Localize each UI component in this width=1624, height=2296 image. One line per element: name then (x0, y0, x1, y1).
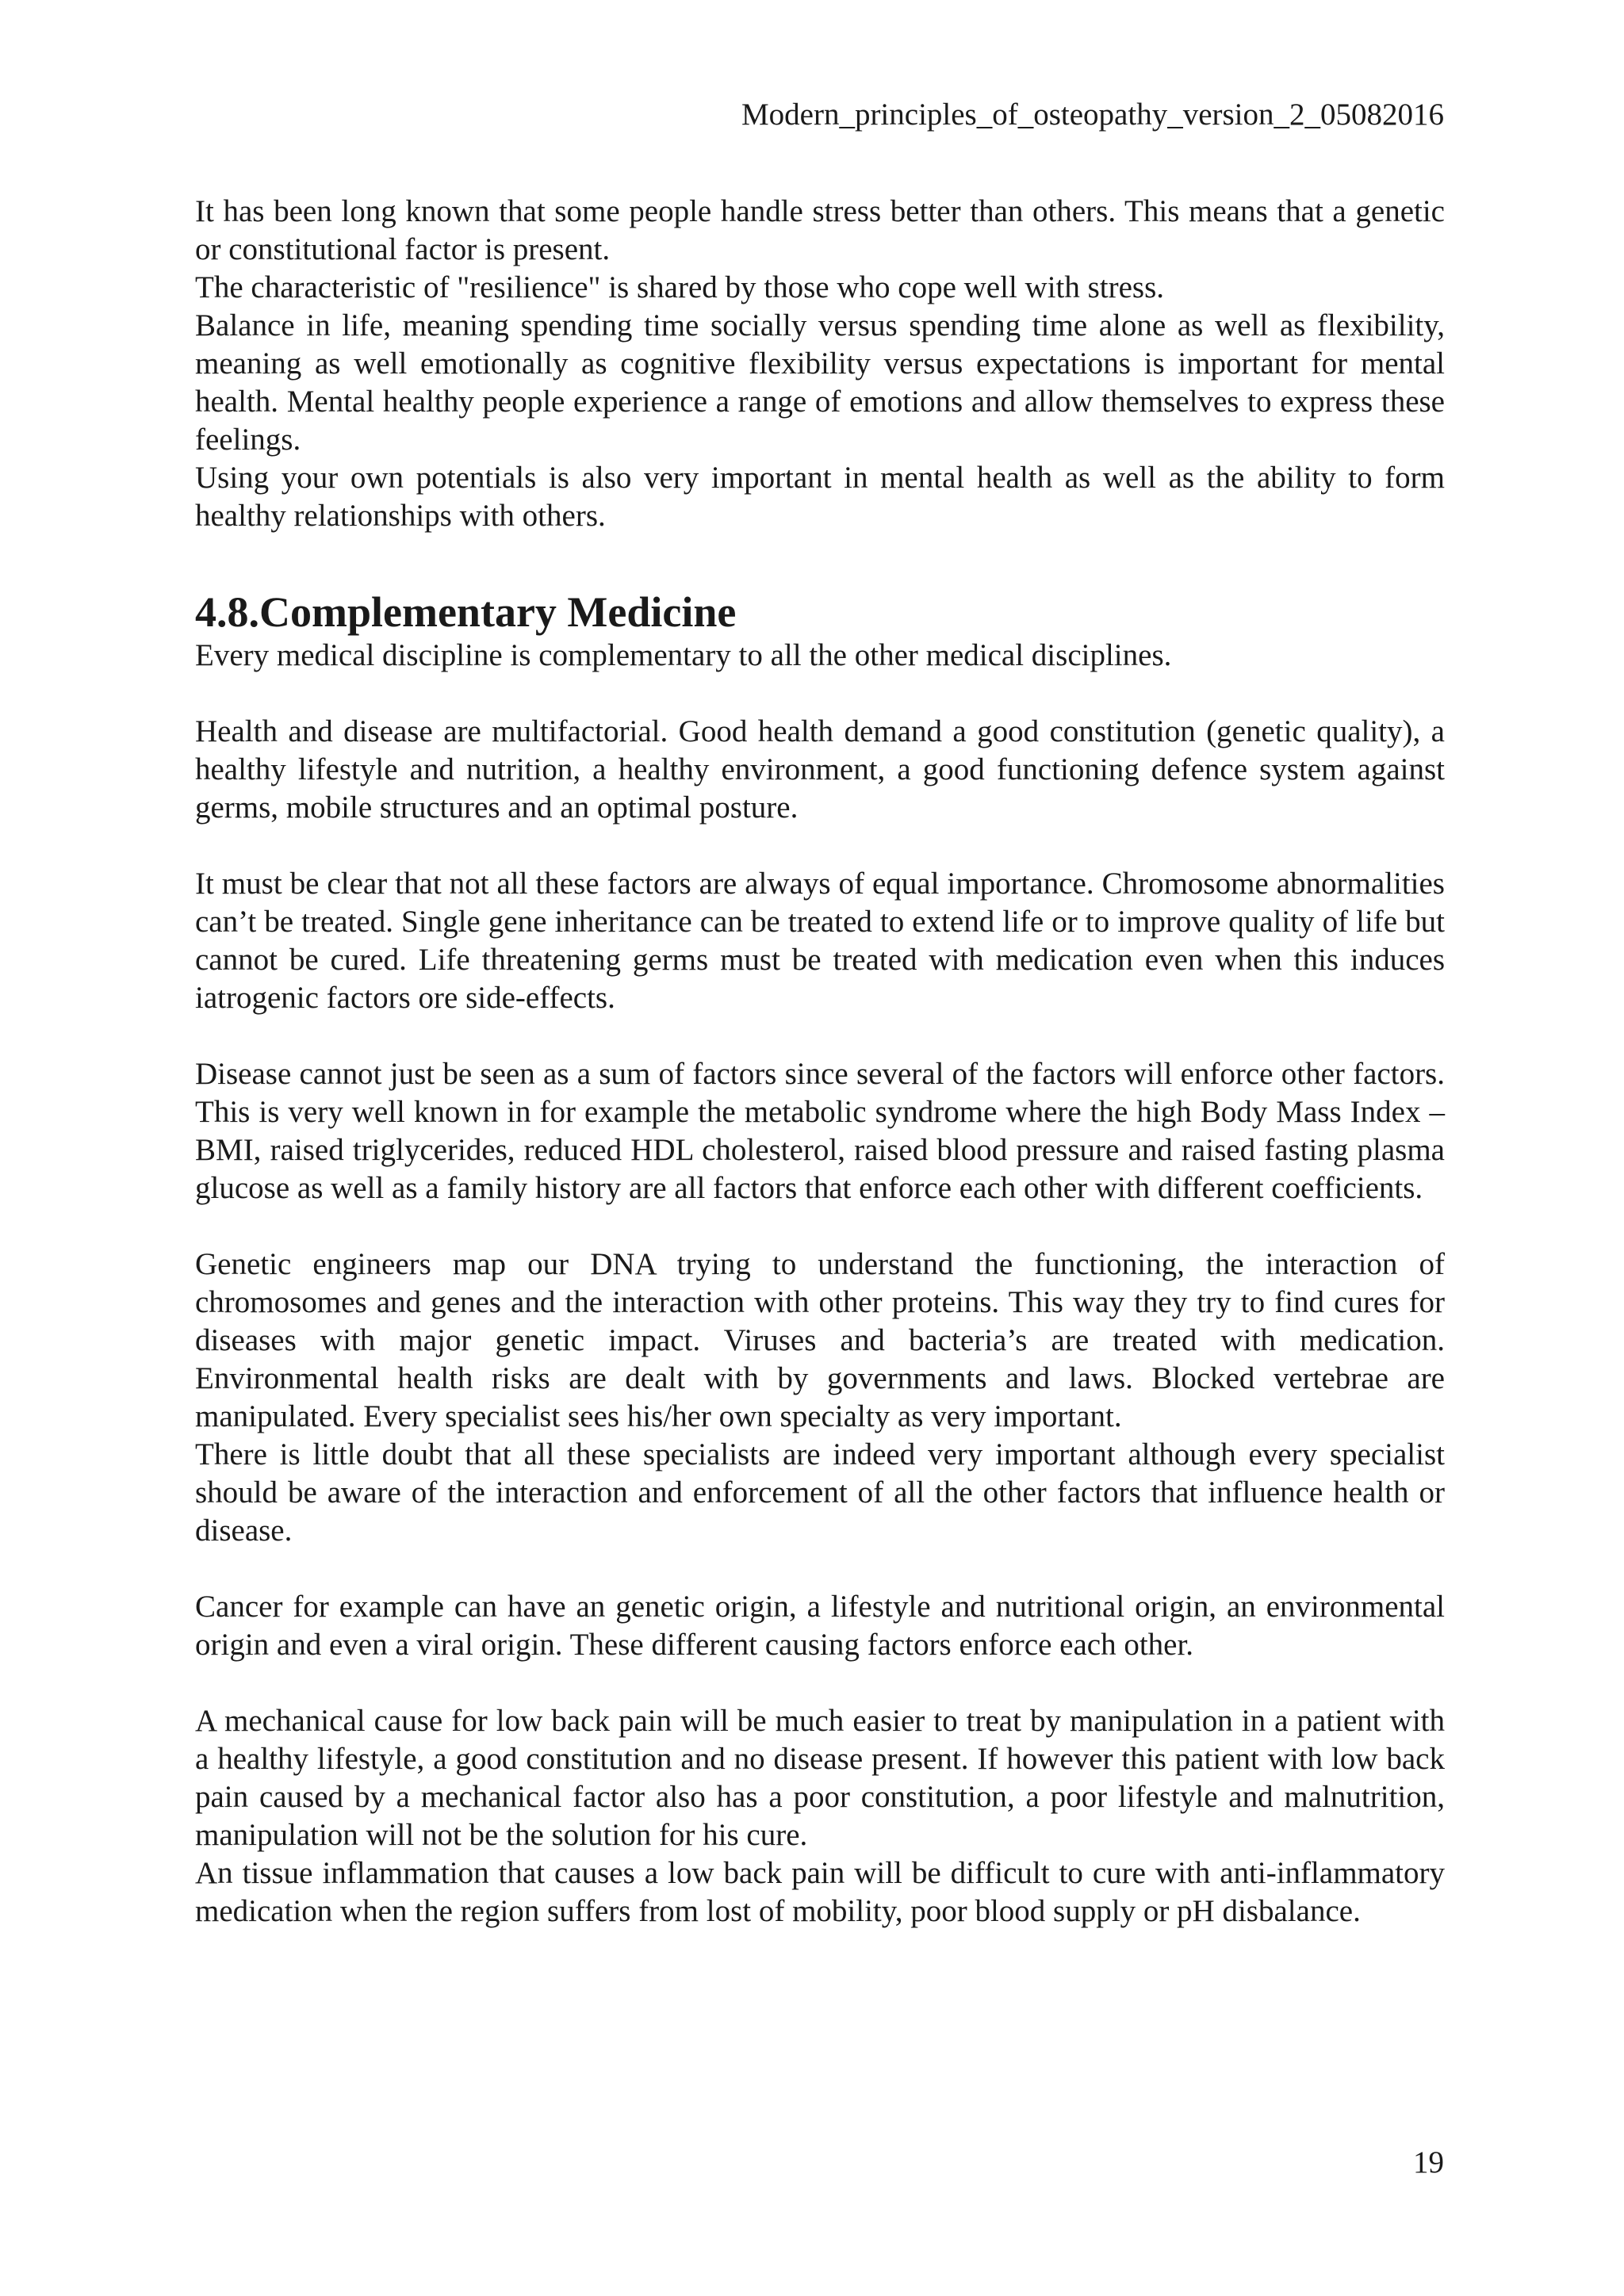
body-paragraph: A mechanical cause for low back pain will be much easier to treat by manipulation in a patient with a healthy lifestyle, a good constitution and no disease present. If however this patient with low back pain caused by a mechanical factor also has a poor constitution, a poor lifestyle and malnutrition, manipulation will not be the solution for his cure. (195, 1704, 1445, 1852)
body-paragraph: The characteristic of "resilience" is shared by those who cope well with stress. (195, 270, 1165, 304)
body-paragraph: Balance in life, meaning spending time socially versus spending time alone as well as flexibility, meaning as well emotionally as cognitive flexibility versus expectations is important for mental health. Mental healthy people experience a range of emotions and allow themselves to express these feelings. (195, 308, 1445, 457)
body-paragraph: It has been long known that some people handle stress better than others. This means that a genetic or constitutional factor is present. (195, 194, 1445, 266)
page-body (195, 193, 1445, 1931)
spacer (195, 535, 1445, 587)
spacer (195, 827, 1445, 865)
body-paragraph: An tissue inflammation that causes a low back pain will be difficult to cure with anti-inflammatory medication when the region suffers from lost of mobility, poor blood supply or pH disbalance. (195, 1856, 1445, 1928)
spacer (195, 1207, 1445, 1246)
running-header: Modern_principles_of_osteopathy_version_2_05082016 (741, 98, 1444, 132)
body-paragraph: Cancer for example can have an genetic origin, a lifestyle and nutritional origin, an environmental origin and even a viral origin. These different causing factors enforce each other. (195, 1590, 1445, 1662)
spacer (195, 675, 1445, 713)
body-paragraph: It must be clear that not all these factors are always of equal importance. Chromosome abnormalities can’t be treated. Single gene inheritance can be treated to extend life or to improve quality of life but cannot be cured. Life threatening germs must be treated with medication even when this induces iatrogenic factors ore side-effects. (195, 867, 1445, 1015)
spacer (195, 1017, 1445, 1055)
body-paragraph: Using your own potentials is also very important in mental health as well as the ability to form healthy relationships with others. (195, 461, 1445, 533)
body-paragraph: Genetic engineers map our DNA trying to understand the functioning, the interaction of chromosomes and genes and the interaction with other proteins. This way they try to find cures for diseases with major genetic impact. Viruses and bacteria’s are treated with medication. Environmental health risks are dealt with by governments and laws. Blocked vertebrae are manipulated. Every specialist sees his/her own specialty as very important. (195, 1247, 1445, 1433)
spacer (195, 1550, 1445, 1588)
page-number: 19 (1413, 2145, 1444, 2179)
section-heading: 4.8.Complementary Medicine (195, 588, 737, 636)
section-lead: Every medical discipline is complementary to all the other medical disciplines. (195, 638, 1172, 672)
spacer (195, 1664, 1445, 1702)
body-paragraph: There is little doubt that all these specialists are indeed very important although every specialist should be aware of the interaction and enforcement of all the other factors that influence health or disease. (195, 1437, 1445, 1548)
body-paragraph: Disease cannot just be seen as a sum of factors since several of the factors will enforce other factors. This is very well known in for example the metabolic syndrome where the high Body Mass Index – BMI, raised triglycerides, reduced HDL cholesterol, raised blood pressure and raised fasting plasma glucose as well as a family history are all factors that enforce each other with different coefficients. (195, 1057, 1445, 1205)
body-paragraph: Health and disease are multifactorial. Good health demand a good constitution (genetic quality), a healthy lifestyle and nutrition, a healthy environment, a good functioning defence system against germs, mobile structures and an optimal posture. (195, 714, 1445, 825)
